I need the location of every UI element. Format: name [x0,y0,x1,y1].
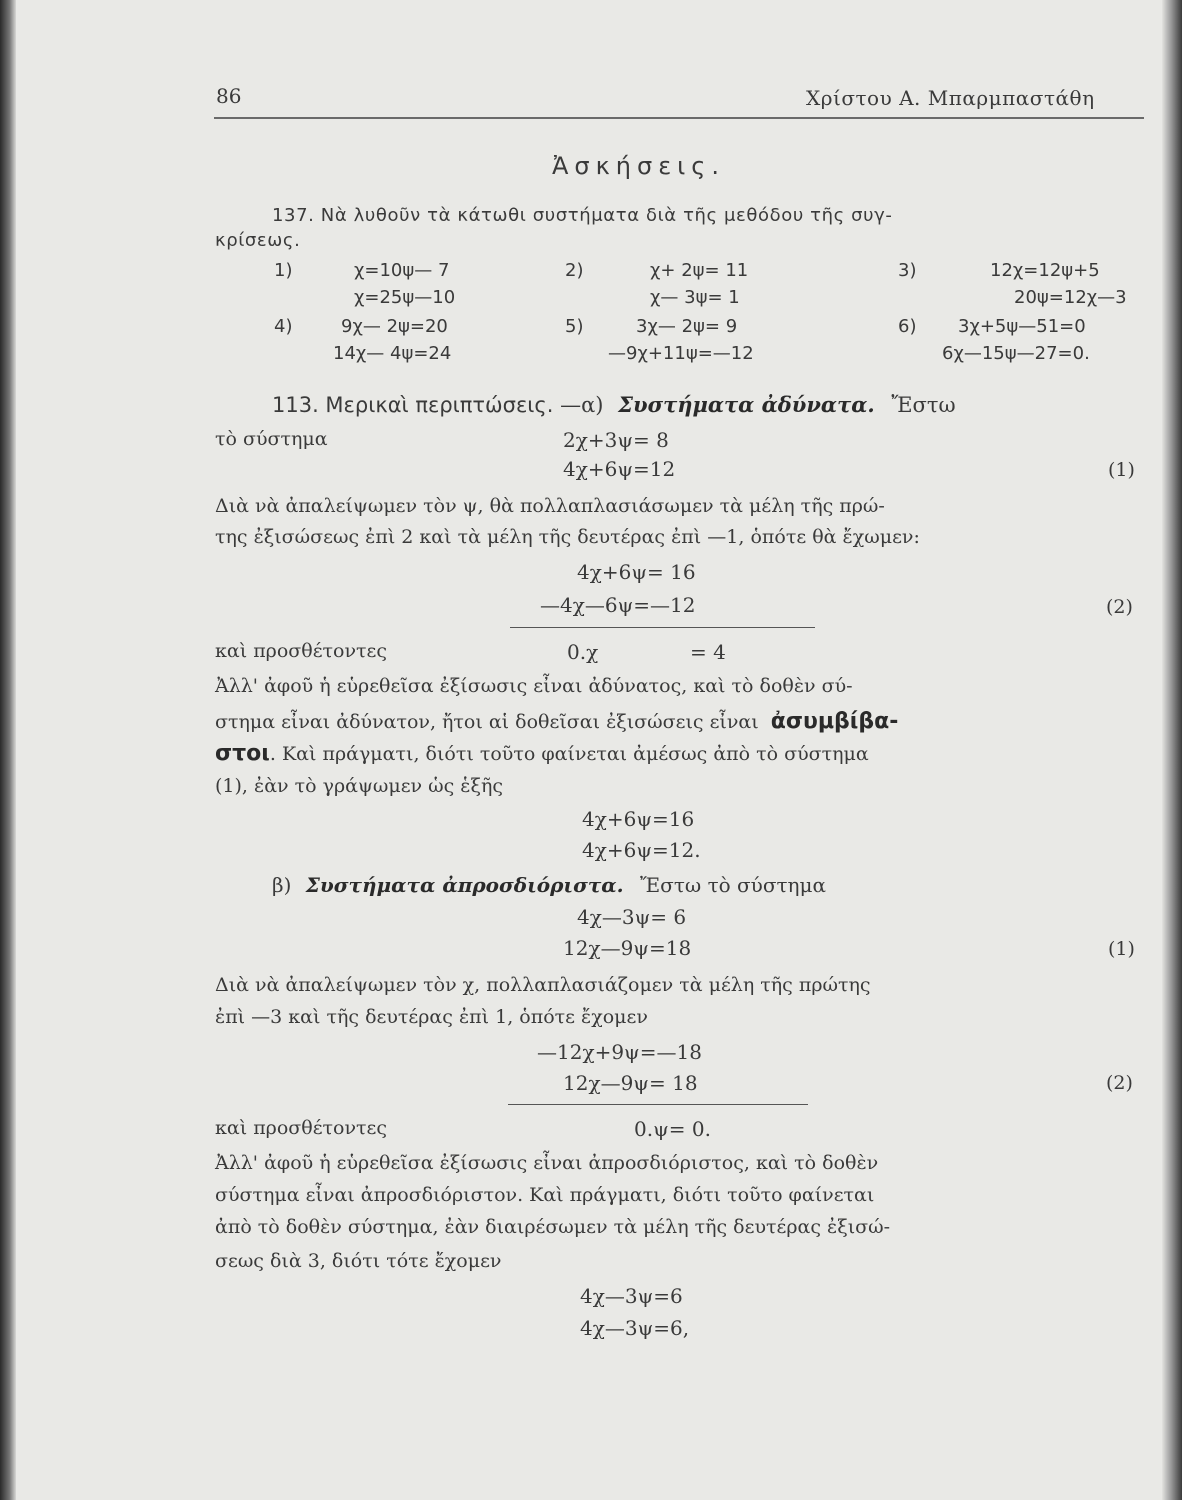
system-equation: χ+ 2ψ= 11 [650,260,749,281]
sum-rule [508,1104,808,1105]
equation: 4χ+6ψ=12. [582,838,701,862]
alpha-title: Συστήματα ἀδύνατα. [618,392,875,417]
system-equation: χ— 3ψ= 1 [650,287,740,308]
equation: 4χ+6ψ=12 [563,457,676,481]
equation: 4χ—3ψ= 6 [577,905,687,929]
beta-heading [272,873,826,897]
alpha-marker: —α) [560,393,604,417]
equation: 4χ+6ψ=16 [582,807,695,831]
system-label: 4) [274,316,293,337]
bold-term: στοι [215,741,270,766]
paragraph-line: ἀπὸ τὸ δοθὲν σύστημα, ἐὰν διαιρέσωμεν τὰ μέλη τῆς δευτέρας ἐξισώ- [215,1216,891,1238]
equation: 4χ+6ψ= 16 [577,560,696,584]
paragraph-line [215,709,898,734]
paragraph-line: της ἐξισώσεως ἐπὶ 2 καὶ τὰ μέλη τῆς δευτέρας ἐπὶ —1, ὁπότε θὰ ἔχωμεν: [215,526,920,548]
equation: 4χ—3ψ=6 [580,1284,683,1308]
equation-number: (2) [1106,596,1133,618]
exercise-prompt-line1: 137. Νὰ λυθοῦν τὰ κάτωθι συστήματα διὰ τῆς μεθόδου τῆς συγ- [272,205,893,226]
paragraph-line: ἐπὶ —3 καὶ τῆς δευτέρας ἐπὶ 1, ὁπότε ἔχομεν [215,1006,648,1028]
system-equation: 14χ— 4ψ=24 [333,343,452,364]
system-label: 3) [898,260,917,281]
equation: 12χ—9ψ=18 [563,936,692,960]
paragraph-line: Διὰ νὰ ἀπαλείψωμεν τὸν ψ, θὰ πολλαπλασιάσωμεν τὰ μέλη τῆς πρώ- [215,495,885,517]
system-equation: 3χ+5ψ—51=0 [958,316,1086,337]
paragraph-line: (1), ἐὰν τὸ γράψωμεν ὡς ἑξῆς [215,775,503,797]
sum-equation: 0.ψ= 0. [634,1117,711,1141]
adding-label: καὶ προσθέτοντες [215,640,388,662]
equation-number: (1) [1108,459,1135,481]
equation: 2χ+3ψ= 8 [563,428,669,452]
section-heading-number: 113. Μερικαὶ περιπτώσεις. [272,393,554,417]
sum-left: 0.χ [567,640,599,664]
system-label: 6) [898,316,917,337]
paragraph-line: Διὰ νὰ ἀπαλείψωμεν τὸν χ, πολλαπλασιάζομεν τὰ μέλη τῆς πρώτης [215,974,871,996]
bold-term: ἀσυμβίβα- [770,709,899,734]
equation: —4χ—6ψ=—12 [540,593,696,617]
equation: 12χ—9ψ= 18 [563,1071,698,1095]
beta-title: Συστήματα ἀπροσδιόριστα. [305,873,624,897]
system-equation: 20ψ=12χ—3 [1014,287,1127,308]
page-number: 86 [216,84,242,108]
paragraph-line: σύστημα εἶναι ἀπροσδιόριστον. Καὶ πράγματι, διότι τοῦτο φαίνεται [215,1184,875,1206]
section-heading [272,392,956,417]
header-rule [214,117,1144,119]
equation: 4χ—3ψ=6, [580,1316,690,1340]
system-equation: 3χ— 2ψ= 9 [636,316,738,337]
system-equation: 6χ—15ψ—27=0. [942,343,1090,364]
system-equation: 9χ— 2ψ=20 [341,316,448,337]
sum-right: = 4 [690,640,726,664]
system-equation: χ=10ψ— 7 [354,260,450,281]
system-label: 2) [565,260,584,281]
exercise-prompt-line2: κρίσεως. [215,230,301,251]
system-label: 5) [565,316,584,337]
system-equation: χ=25ψ—10 [354,287,456,308]
system-label: 1) [274,260,293,281]
equation-number: (2) [1106,1072,1133,1094]
paragraph-line: Ἀλλ' ἀφοῦ ἡ εὑρεθεῖσα ἐξίσωσις εἶναι ἀδύνατος, καὶ τὸ δοθὲν σύ- [215,675,853,697]
paragraph-text: στημα εἶναι ἀδύνατον, ἤτοι αἱ δοθεῖσαι ἐξισώσεις εἶναι [215,711,759,733]
exercises-title: Ἀσκήσεις. [552,152,726,180]
paragraph-line: Ἀλλ' ἀφοῦ ἡ εὑρεθεῖσα ἐξίσωσις εἶναι ἀπροσδιόριστος, καὶ τὸ δοθὲν [215,1152,879,1174]
beta-marker: β) [272,873,292,897]
alpha-esto: Ἔστω [891,393,956,417]
to-systima-label: τὸ σύστημα [215,428,328,450]
system-equation: 12χ=12ψ+5 [990,260,1100,281]
beta-esto: Ἔστω τὸ σύστημα [640,873,827,897]
adding-label: καὶ προσθέτοντες [215,1117,388,1139]
paragraph-text: . Καὶ πράγματι, διότι τοῦτο φαίνεται ἀμέσως ἀπὸ τὸ σύστημα [269,743,869,765]
sum-rule [510,627,815,628]
equation-number: (1) [1108,938,1135,960]
equation: —12χ+9ψ=—18 [537,1040,702,1064]
paragraph-line: σεως διὰ 3, διότι τότε ἔχομεν [215,1250,502,1272]
running-header-author: Χρίστου Α. Μπαρμπαστάθη [806,86,1095,110]
paragraph-line [215,741,869,766]
system-equation: —9χ+11ψ=—12 [608,343,754,364]
